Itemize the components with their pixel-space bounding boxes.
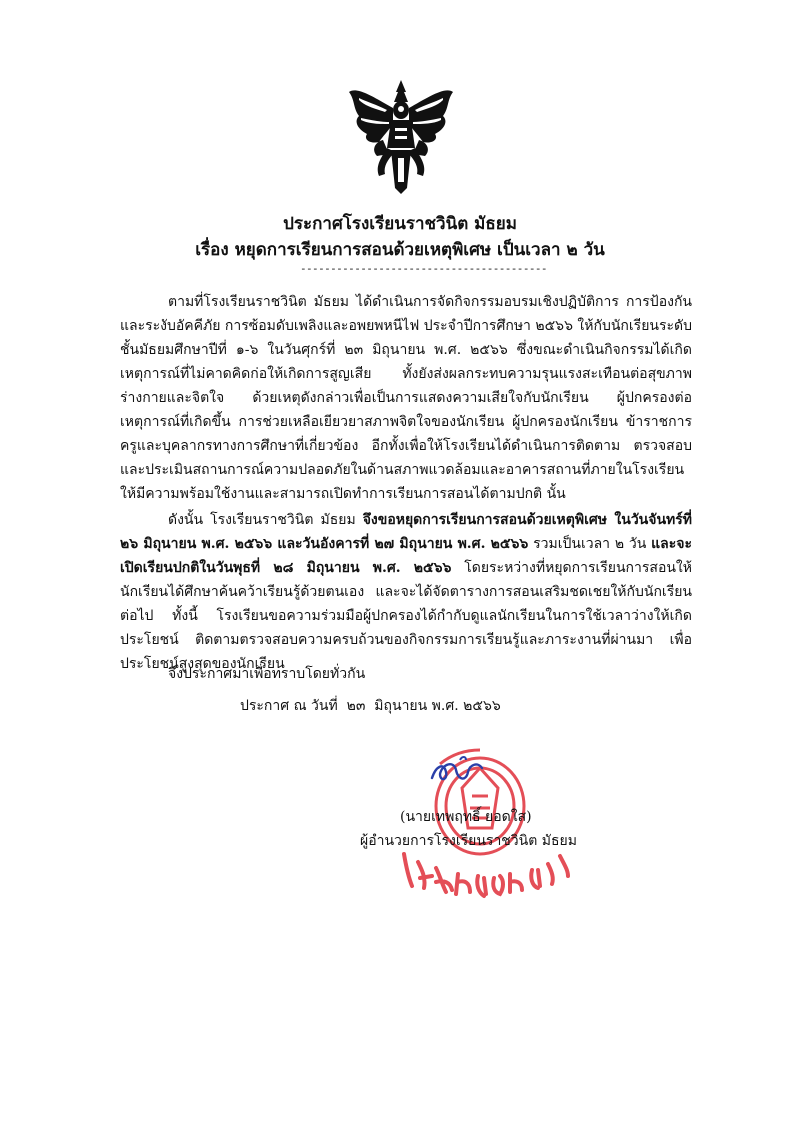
- closing-line: จึงประกาศมาเพื่อทราบโดยทั่วกัน: [168, 666, 366, 682]
- body-paragraph-2: [120, 508, 692, 676]
- signer-name: (นายเทพฤทธิ์ ยอดใส): [400, 809, 532, 825]
- paragraph-2-bold-2: และจะเปิดเรียนปกติในวันพุธที่ ๒๘ มิถุนายน พ.ศ. ๒๕๖๖: [120, 536, 692, 576]
- garuda-emblem-icon: [345, 78, 457, 196]
- body-paragraph-1: ตามที่โรงเรียนราชวินิต มัธยม ได้ดำเนินการจัดกิจกรรมอบรมเชิงปฏิบัติการ การป้องกันและระงับอัคคีภัย การซ้อมดับเพลิงและอพยพหนีไฟ ประจำปีการศึกษา ๒๕๖๖ ให้กับนักเรียนระดับชั้นมัธยมศึกษาปีที่ ๑-๖ ในวันศุกร์ที่ ๒๓ มิถุนายน พ.ศ. ๒๕๖๖ ซึ่งขณะดำเนินกิจกรรมได้เกิดเหตุการณ์ที่ไม่คาดคิดก่อให้เกิดการสูญเสีย ทั้งยังส่งผลกระทบความรุนแรงสะเทือนต่อสุขภาพร่างกายและจิตใจ ด้วยเหตุดังกล่าวเพื่อเป็นการแสดงความเสียใจกับนักเรียน ผู้ปกครองต่อเหตุการณ์ที่เกิดขึ้น การช่วยเหลือเยียวยาสภาพจิตใจของนักเรียน ผู้ปกครองนักเรียน ข้าราชการครูและบุคลากรทางการศึกษาที่เกี่ยวข้อง อีกทั้งเพื่อให้โรงเรียนได้ดำเนินการติดตาม ตรวจสอบ และประเมินสถานการณ์ความปลอดภัยในด้านสภาพแวดล้อมและอาคารสถานที่ภายในโรงเรียน ให้มีความพร้อมใช้งานและสามารถเปิดทำการเรียนการสอนได้ตามปกติ นั้น: [120, 294, 692, 502]
- paragraph-2-bold-1: จึงขอหยุดการเรียนการสอนด้วยเหตุพิเศษ ในวันจันทร์ที่ ๒๖ มิถุนายน พ.ศ. ๒๕๖๖ และวันอังคารที่ ๒๗ มิถุนายน พ.ศ. ๒๕๖๖: [120, 512, 693, 552]
- paragraph-2-text-3: โดยระหว่างที่หยุดการเรียนการสอนให้นักเรียนได้ศึกษาค้นคว้าเรียนรู้ด้วยตนเอง และจะได้จัดตารางการสอนเสริมชดเชยให้กับนักเรียนต่อไป ทั้งนี้ โรงเรียนขอความร่วมมือผู้ปกครองได้กำกับดูแลนักเรียนในการใช้เวลาว่างให้เกิดประโยชน์ ติดตามตรวจสอบความครบถ้วนของกิจกรรมการเรียนรู้และภาระงานที่ผ่านมา เพื่อประโยชน์สูงสุดของนักเรียน: [120, 560, 692, 672]
- handwritten-signature: [426, 752, 490, 792]
- announcement-subject: เรื่อง หยุดการเรียนการสอนด้วยเหตุพิเศษ เป็นเวลา ๒ วัน: [195, 240, 605, 260]
- announcement-title: ประกาศโรงเรียนราชวินิต มัธยม: [283, 214, 517, 234]
- paragraph-2-text-1: ดังนั้น โรงเรียนราชวินิต มัธยม: [168, 512, 363, 528]
- announcement-date: ประกาศ ณ วันที่ ๒๓ มิถุนายน พ.ศ. ๒๕๖๖: [240, 698, 501, 714]
- title-divider: -----------------------------------------: [300, 262, 547, 275]
- signer-position: ผู้อำนวยการโรงเรียนราชวินิต มัธยม: [360, 833, 577, 849]
- paragraph-2-text-2: รวมเป็นเวลา ๒ วัน: [528, 536, 652, 552]
